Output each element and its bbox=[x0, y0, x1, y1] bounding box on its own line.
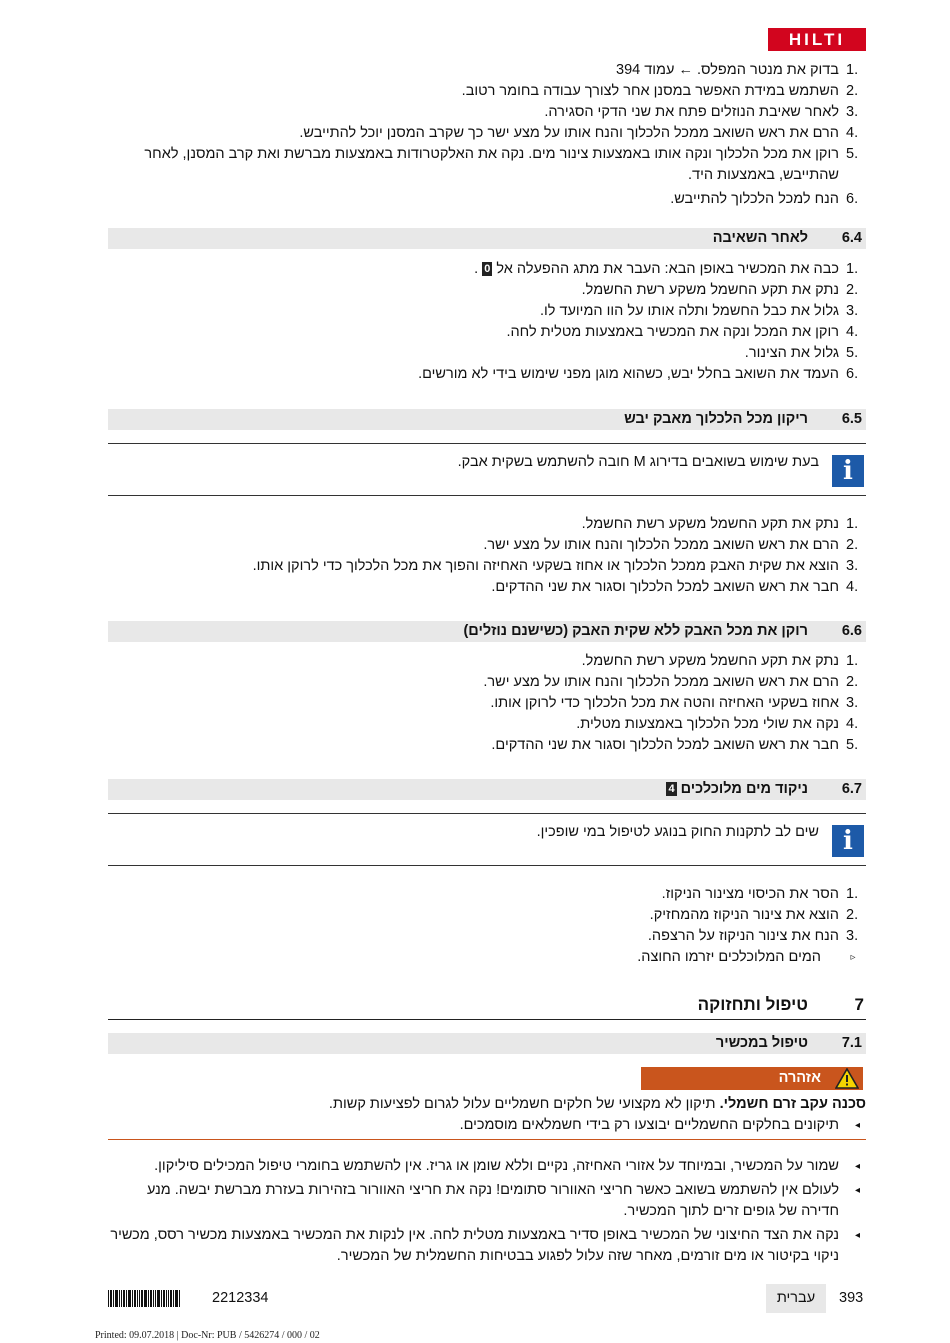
warning-body: סכנה עקב זרם חשמלי. תיקון לא מקצועי של חלקים חשמליים עלול לגרום לפציעות קשות. ◂ תיקונים בחלקים החשמליים יבוצעו רק בידי חשמלאים מוסמכים. bbox=[108, 1094, 866, 1140]
section-6-5-steps bbox=[108, 514, 866, 598]
info-icon: i bbox=[832, 825, 864, 857]
result-item: ▹ המים המלוכלכים יזרמו החוצה. bbox=[108, 947, 866, 968]
chapter-heading-7: 7 טיפול ותחזוקה bbox=[108, 995, 866, 1020]
barcode-image bbox=[108, 1290, 193, 1307]
list-item: 3. הוצא את שקית האבק ממכל הלכלוך או אחוז בשקעי האחיזה והפוך את מכל הלכלוך כדי לרוקן אותו. bbox=[252, 558, 859, 574]
list-item: ◂ לעולם אין להשתמש בשואב כאשר חריצי האוורור סתומים! נקה את חריצי האוורור בזהירות בעזרת מברשת יבשה. מנע חדירה של גופים זרים לתוך המכשיר. bbox=[146, 1182, 860, 1219]
list-item: 2. הרם את ראש השואב ממכל הלכלוך והנח אותו על מצע ישר. bbox=[483, 674, 859, 690]
list-item: 6. הנח למכל הלכלוך להתייבש. bbox=[670, 191, 859, 207]
section-heading-6-6: 6.6 רוקן את מכל האבק ללא שקית האבק (כשישנם נוזלים) bbox=[108, 621, 866, 642]
warning-banner: אזהרה bbox=[641, 1067, 863, 1090]
result-arrow-icon: ▹ bbox=[850, 952, 856, 963]
section-6-7-steps bbox=[108, 884, 866, 968]
list-item: 2. השתמש במידת האפשר במסנן אחר לצורך עבודה בחומר רטוב. bbox=[461, 83, 859, 99]
list-item: ◂ שמור על המכשיר, ובמיוחד על אזורי האחיזה, נקיים וללא שומן או גריז. אין להשתמש בחומרי טיפול המכילים סיליקון. bbox=[154, 1158, 860, 1174]
figure-ref-badge: 4 bbox=[668, 783, 675, 795]
section-heading-6-4: 6.4 לאחר השאיבה bbox=[108, 228, 866, 249]
info-note: i שים לב לתקנות החוק בנוגע לטיפול במי שופכין. bbox=[108, 813, 866, 866]
warning-triangle-icon bbox=[835, 1068, 859, 1089]
list-item: 1. נתק את תקע החשמל משקע רשת החשמל. bbox=[581, 653, 859, 669]
list-item: 3. אחוז בשקעי האחיזה והטה את מכל הלכלוך כדי לרוקן אותו. bbox=[490, 695, 859, 711]
list-item: 3. גלול את כבל החשמל ותלה אותו על הוו המיועד לו. bbox=[539, 303, 859, 319]
list-item: 3. לאחר שאיבת הנוזלים פתח את שני הדקי הסגירה. bbox=[544, 104, 859, 120]
warning-bullet: ◂ תיקונים בחלקים החשמליים יבוצעו רק בידי חשמלאים מוסמכים. bbox=[459, 1117, 860, 1133]
list-item: 4. חבר את ראש השואב למכל הלכלוך וסגור את שני ההדקים. bbox=[491, 579, 859, 595]
intro-steps bbox=[108, 60, 866, 210]
list-item: 1. נתק את תקע החשמל משקע רשת החשמל. bbox=[581, 516, 859, 532]
info-note: i בעת שימוש בשואבים בדירוג M חובה להשתמש בשקית אבק. bbox=[108, 443, 866, 496]
language-tab: עברית bbox=[766, 1284, 826, 1313]
list-item: ◂ נקה את הצד החיצוני של המכשיר באופן סדיר באמצעות מטלית לחה. אין לנקות את המכשיר באמצעות מכשיר רסס, מכשיר ניקוי בקיטור או מים זורמים, מאחר שזה עלול לפגוע בבטיחות החשמלית של המכשיר. bbox=[110, 1227, 860, 1264]
list-item: 5. חבר את ראש השואב למכל הלכלוך וסגור את שני ההדקים. bbox=[491, 737, 859, 753]
list-item: 4. רוקן את המכל ונקה את המכשיר באמצעות מטלית לחה. bbox=[506, 324, 859, 340]
doc-code: 2212334 bbox=[212, 1290, 269, 1306]
list-item: 2. הוצא את צינור הניקוז מהמחזיק. bbox=[649, 907, 859, 923]
brand-logo: HILTI bbox=[768, 28, 866, 51]
section-6-6-steps bbox=[108, 651, 866, 756]
list-item: 2. נתק את תקע החשמל משקע רשת החשמל. bbox=[581, 282, 859, 298]
print-info: Printed: 09.07.2018 | Doc-Nr: PUB / 5426274 / 000 / 02 bbox=[95, 1330, 320, 1341]
list-item: 6. העמד את השואב בחלל יבש, כשהוא מוגן מפני שימוש בידי לא מורשים. bbox=[418, 366, 859, 382]
page-number: 393 bbox=[839, 1290, 864, 1306]
list-item: 4. הרם את ראש השואב ממכל הלכלוך והנח אותו על מצע ישר כך שקרב המסנן יוכל להתייבש. bbox=[299, 125, 859, 141]
list-item: 5. גלול את הצינור. bbox=[744, 345, 859, 361]
list-item: 4. נקה את שולי מכל הלכלוך באמצעות מטלית. bbox=[576, 716, 859, 732]
section-heading-6-7: 6.7 ניקוד מים מלוכלכים 4 bbox=[108, 779, 866, 800]
info-icon: i bbox=[832, 455, 864, 487]
list-item: 5. רוקן את מכל הלכלוך ונקה אותו באמצעות צינור מים. נקה את האלקטרודות באמצעות מברשת ואת קרב המסנן, לאחר שהתייבש, באמצעות היד. bbox=[144, 146, 859, 183]
switch-position-badge: 0 bbox=[484, 263, 491, 275]
list-item: 1. כבה את המכשיר באופן הבא: העבר את מתג ההפעלה אל 0 . bbox=[474, 261, 859, 277]
section-6-4-steps bbox=[108, 259, 866, 385]
care-bullets bbox=[108, 1156, 866, 1270]
list-item: 1. הסר את הכיסוי מצינור הניקוז. bbox=[661, 886, 859, 902]
section-heading-6-5: 6.5 ריקון מכל הלכלוך מאבק יבש bbox=[108, 409, 866, 430]
list-item: 1. בדוק את מנטר המפלס. ← עמוד 394 bbox=[616, 62, 859, 78]
list-item: 2. הרם את ראש השואב ממכל הלכלוך והנח אותו על מצע ישר. bbox=[483, 537, 859, 553]
section-heading-7-1: 7.1 טיפול במכשיר bbox=[108, 1033, 866, 1054]
list-item: 3. הנח את צינור הניקוז על הרצפה. bbox=[647, 928, 859, 944]
